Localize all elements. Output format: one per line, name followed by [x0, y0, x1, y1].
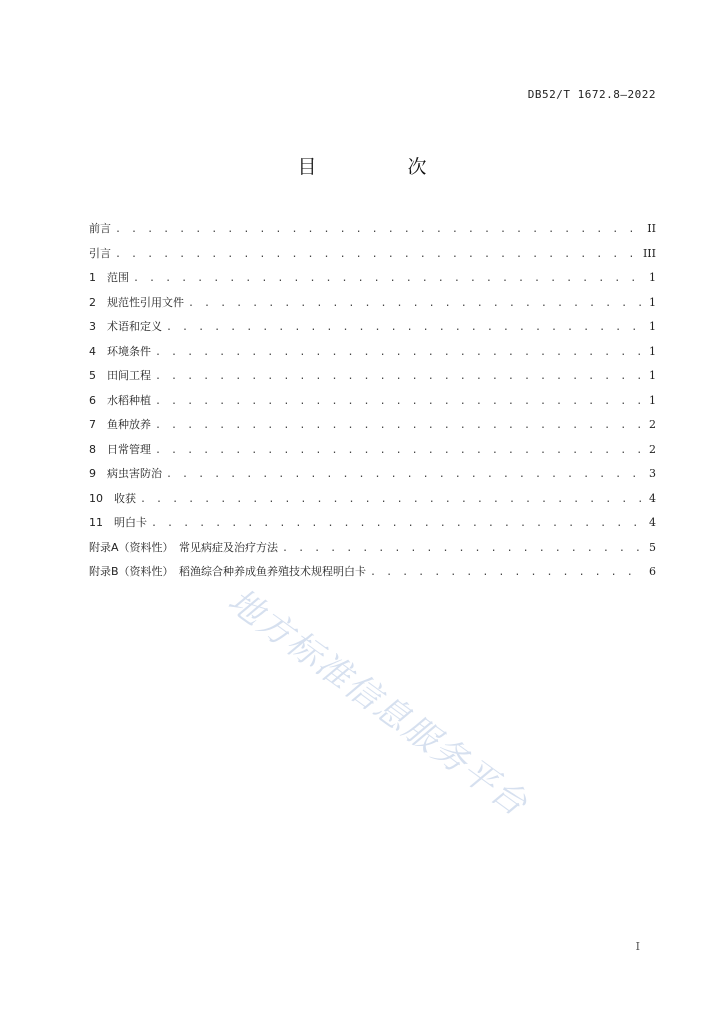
toc-entry-page: 1 [649, 344, 656, 358]
standard-code: DB52/T 1672.8—2022 [527, 88, 656, 101]
page-number: I [635, 940, 640, 953]
toc-dot-leader [140, 494, 645, 505]
toc-entry-page: 1 [649, 271, 656, 284]
toc-dot-leader [370, 567, 645, 578]
toc-entry[interactable] [89, 490, 656, 515]
toc-entry[interactable] [89, 294, 656, 319]
toc-entry[interactable] [89, 441, 656, 466]
toc-entry-label: 前言 [89, 222, 111, 235]
toc-entry-label: 10 收获 [89, 491, 136, 505]
toc-entry-page: 2 [649, 418, 656, 431]
toc-entry-page: 1 [649, 295, 656, 309]
toc-entry[interactable] [89, 539, 656, 564]
toc-entry-label: 2 规范性引用文件 [89, 295, 184, 309]
toc-entry-label: 引言 [89, 246, 111, 260]
toc-dot-leader [155, 347, 645, 358]
table-of-contents [89, 220, 656, 588]
toc-dot-leader [151, 518, 645, 529]
toc-entry[interactable] [89, 220, 656, 245]
toc-entry-page: 4 [649, 491, 656, 505]
toc-entry[interactable] [89, 367, 656, 392]
toc-entry-label: 5 田间工程 [89, 369, 151, 382]
toc-entry[interactable] [89, 465, 656, 490]
toc-entry[interactable] [89, 416, 656, 441]
toc-entry-page: 4 [649, 516, 656, 529]
toc-dot-leader [115, 249, 639, 260]
toc-entry-page: 3 [649, 467, 656, 480]
toc-entry-label: 7 鱼种放养 [89, 418, 151, 431]
watermark: 地方标准信息服务平台 [220, 580, 536, 825]
toc-entry[interactable] [89, 245, 656, 270]
toc-dot-leader [166, 322, 645, 333]
toc-dot-leader [133, 273, 645, 284]
toc-entry-page: 6 [649, 565, 656, 578]
toc-dot-leader [115, 224, 643, 235]
toc-entry[interactable] [89, 343, 656, 368]
toc-entry-page: 1 [649, 393, 656, 407]
toc-entry-page: 1 [649, 320, 656, 333]
toc-entry-label: 附录A（资料性） 常见病症及治疗方法 [89, 540, 279, 554]
toc-dot-leader [188, 298, 645, 309]
toc-entry[interactable] [89, 563, 656, 588]
toc-entry[interactable] [89, 514, 656, 539]
toc-entry-label: 附录B（资料性） 稻渔综合种养成鱼养殖技术规程明白卡 [89, 565, 367, 578]
toc-entry[interactable] [89, 392, 656, 417]
toc-entry-label: 4 环境条件 [89, 344, 151, 358]
toc-entry-label: 6 水稻种植 [89, 393, 151, 407]
toc-entry[interactable] [89, 269, 656, 294]
toc-dot-leader [155, 371, 645, 382]
toc-entry-label: 3 术语和定义 [89, 320, 162, 333]
toc-entry-page: 1 [649, 369, 656, 382]
toc-dot-leader [166, 469, 645, 480]
toc-entry-page: 5 [649, 540, 656, 554]
toc-dot-leader [155, 396, 645, 407]
toc-entry-page: III [642, 246, 656, 260]
toc-entry[interactable] [89, 318, 656, 343]
toc-entry-label: 11 明白卡 [89, 516, 147, 529]
toc-entry-label: 9 病虫害防治 [89, 467, 162, 480]
toc-entry-label: 1 范围 [89, 271, 129, 284]
toc-entry-label: 8 日常管理 [89, 442, 151, 456]
toc-entry-page: II [647, 222, 656, 235]
toc-entry-page: 2 [649, 442, 656, 456]
page-title: 目 次 [297, 156, 463, 178]
toc-dot-leader [282, 543, 645, 554]
toc-dot-leader [155, 420, 645, 431]
toc-dot-leader [155, 445, 645, 456]
